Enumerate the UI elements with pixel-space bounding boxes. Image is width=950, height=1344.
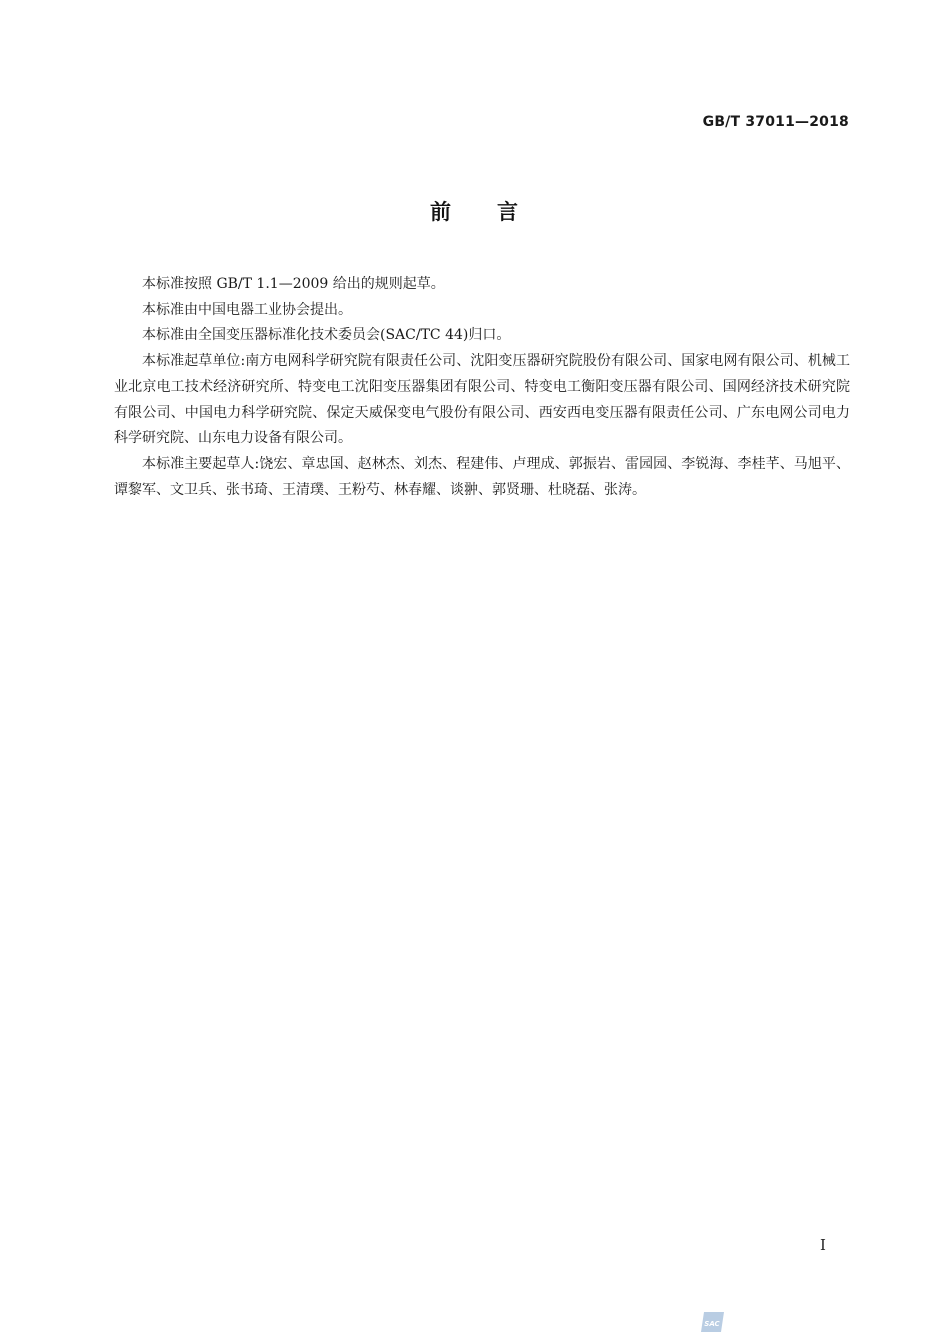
paragraph-proposer: 本标准由中国电器工业协会提出。 [142, 301, 352, 318]
sac-logo-icon [699, 1308, 727, 1336]
paragraph-drafting-rules: 本标准按照 GB/T 1.1—2009 给出的规则起草。 [142, 276, 445, 292]
paragraph-drafting-units: 本标准起草单位:南方电网科学研究院有限责任公司、沈阳变压器研究院股份有限公司、国家电网有限公司、机械工业北京电工技术经济研究所、特变电工沈阳变压器集团有限公司、特变电工衡阳变压器有限公司、国网经济技术研究院有限公司、中国电力科学研究院、保定天威保变电气股份有限公司、西安西电变压器有限责任公司、广东电网公司电力科学研究院、山东电力设备有限公司。 [114, 353, 850, 447]
page-title [0, 196, 950, 226]
title-char-2: 言 [497, 200, 520, 224]
document-code: GB/T 37011—2018 [702, 114, 849, 130]
foreword-body [114, 272, 850, 503]
page-number: I [820, 1236, 826, 1254]
title-char-1: 前 [430, 200, 453, 224]
paragraph-drafters: 本标准主要起草人:饶宏、章忠国、赵林杰、刘杰、程建伟、卢理成、郭振岩、雷园园、李锐海、李桂芊、马旭平、谭黎军、文卫兵、张书琦、王清璞、王粉芍、林春耀、谈翀、郭贤珊、杜晓磊、张涛。 [114, 455, 850, 498]
svg-text:SAC: SAC [704, 1320, 720, 1328]
paragraph-technical-committee: 本标准由全国变压器标准化技术委员会(SAC/TC 44)归口。 [142, 327, 511, 344]
